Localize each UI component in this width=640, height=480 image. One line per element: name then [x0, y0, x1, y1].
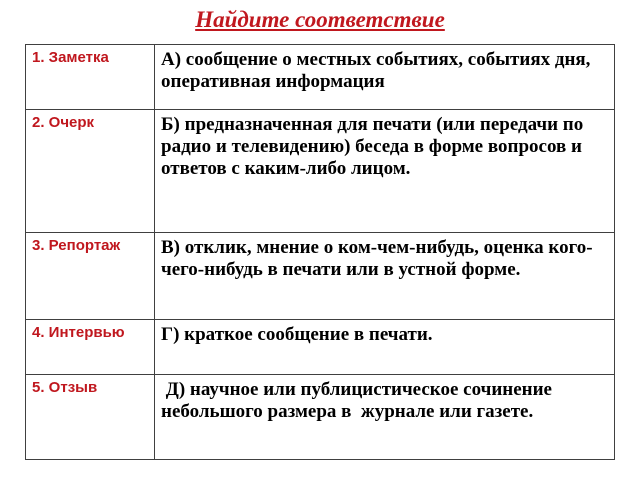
- definition-text: Д) научное или публицистическое сочинение небольшого размера в журнале или газете.: [161, 379, 557, 422]
- term-cell: 3. Репортаж: [26, 233, 155, 320]
- term-cell: 1. Заметка: [26, 45, 155, 110]
- matching-table: [25, 44, 615, 460]
- definition-text: Б) предназначенная для печати (или передачи по радио и телевидению) беседа в форме вопросов и ответов с каким-либо лицом.: [161, 114, 588, 179]
- definition-cell: [155, 375, 615, 460]
- table-row: [26, 110, 615, 233]
- definition-text: А) сообщение о местных событиях, событиях дня, оперативная информация: [161, 49, 596, 92]
- definition-text: В) отклик, мнение о ком-чем-нибудь, оценка кого-чего-нибудь в печати или в устной форме.: [161, 237, 593, 280]
- table-row: [26, 320, 615, 375]
- definition-text: Г) краткое сообщение в печати.: [161, 324, 433, 345]
- definition-cell: [155, 233, 615, 320]
- page-title: Найдите соответствие: [195, 7, 445, 32]
- table-row: [26, 45, 615, 110]
- definition-cell: [155, 320, 615, 375]
- table-row: [26, 375, 615, 460]
- table-row: [26, 233, 615, 320]
- term-cell: 2. Очерк: [26, 110, 155, 233]
- term-cell: 5. Отзыв: [26, 375, 155, 460]
- definition-cell: [155, 110, 615, 233]
- definition-cell: [155, 45, 615, 110]
- term-cell: 4. Интервью: [26, 320, 155, 375]
